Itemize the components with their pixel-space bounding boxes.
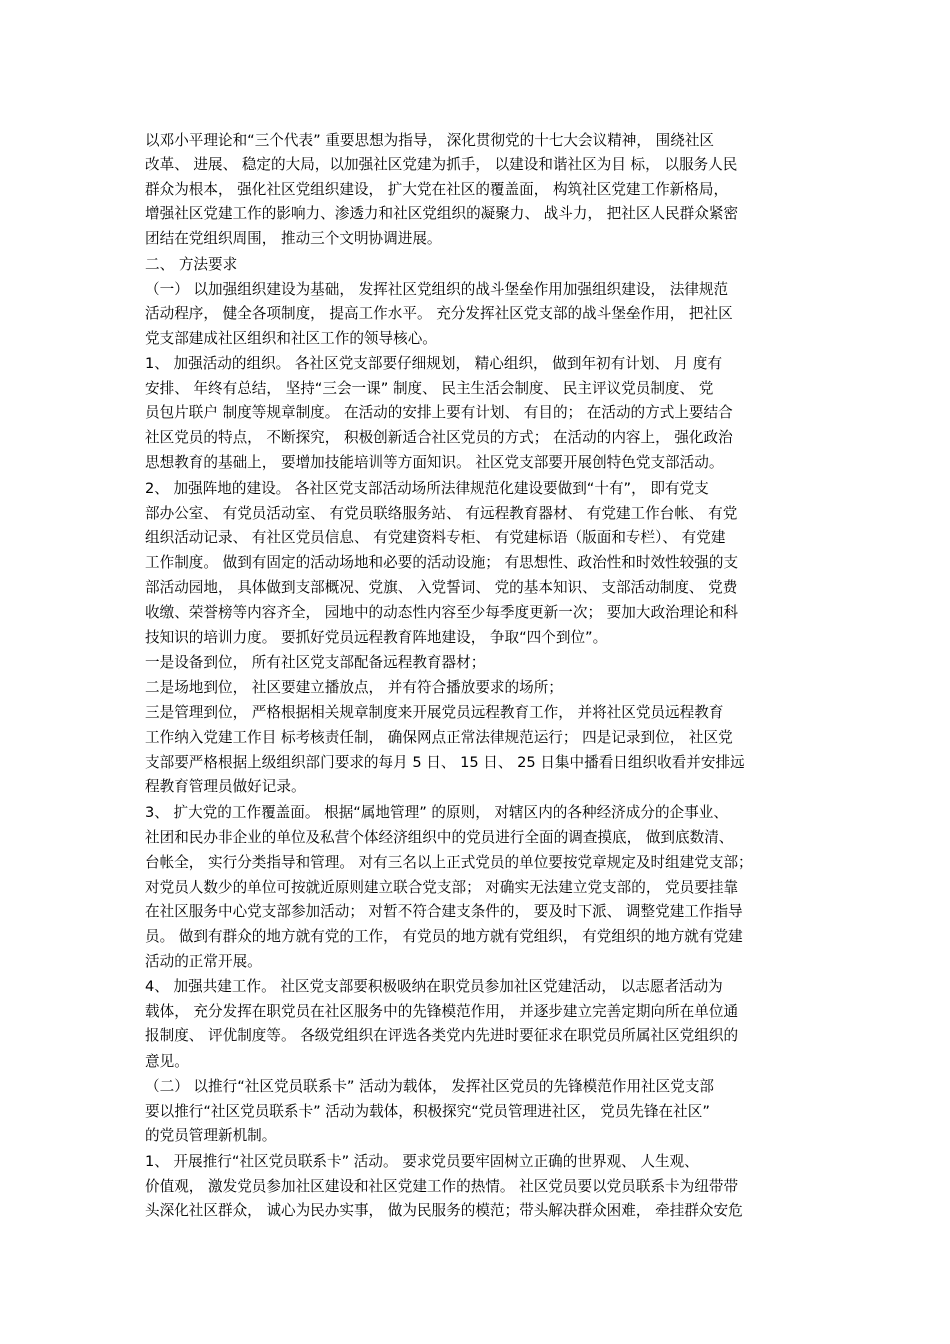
text-line: 在社区服务中心党支部参加活动； 对暂不符合建支条件的， 要及时下派、 调整党建工作指导 bbox=[145, 903, 743, 920]
text-line: 群众为根本， 强化社区党组织建设， 扩大党在社区的覆盖面， 构筑社区党建工作新格局， bbox=[145, 181, 729, 198]
text-line: 改革、 进展、 稳定的大局，以加强社区党建为抓手， 以建设和谐社区为目 标， 以服务人民 bbox=[145, 156, 738, 173]
text-line: 活动程序， 健全各项制度， 提高工作水平。 充分发挥社区党支部的战斗堡垒作用， 把社区 bbox=[145, 305, 733, 322]
text-line: 安排、 年终有总结， 坚持“三会一课” 制度、 民主生活会制度、 民主评议党员制度、 党 bbox=[145, 380, 714, 397]
text-line: 1、 开展推行“社区党员联系卡” 活动。 要求党员要牢固树立正确的世界观、 人生观、 bbox=[145, 1153, 699, 1170]
text-line: 部办公室、 有党员活动室、 有党员联络服务站、 有远程教育器材、 有党建工作台帐、 有党 bbox=[145, 505, 738, 522]
text-line: 一是设备到位， 所有社区党支部配备远程教育器材； bbox=[145, 654, 486, 671]
text-line: 要以推行“社区党员联系卡” 活动为载体，积极探究“党员管理进社区， 党员先锋在社区” bbox=[145, 1103, 710, 1120]
text-line: 工作纳入党建工作目 标考核责任制， 确保网点正常法律规范运行； 四是记录到位， 社区党 bbox=[145, 729, 733, 746]
text-line: 团结在党组织周围， 推动三个文明协调进展。 bbox=[145, 230, 442, 247]
text-line: 4、 加强共建工作。 社区党支部要积极吸纳在职党员参加社区党建活动， 以志愿者活动为 bbox=[145, 978, 723, 995]
text-line: 社区党员的特点， 不断探究， 积极创新适合社区党员的方式； 在活动的内容上， 强化政治 bbox=[145, 429, 733, 446]
text-line: （一） 以加强组织建设为基础， 发挥社区党组织的战斗堡垒作用加强组织建设， 法律规范 bbox=[145, 281, 729, 298]
text-line: 技知识的培训力度。 要抓好党员远程教育阵地建设， 争取“四个到位”。 bbox=[145, 629, 608, 646]
text-line: 部活动园地， 具体做到支部概况、党旗、 入党誓词、 党的基本知识、 支部活动制度、 党费 bbox=[145, 579, 738, 596]
text-line: 载体， 充分发挥在职党员在社区服务中的先锋模范作用， 并逐步建立完善定期向所在单位通 bbox=[145, 1003, 739, 1020]
text-line: 二、 方法要求 bbox=[145, 256, 238, 273]
text-line: 工作制度。 做到有固定的活动场地和必要的活动设施； 有思想性、政治性和时效性较强的支 bbox=[145, 554, 739, 571]
text-line: 报制度、 评优制度等。 各级党组织在评选各类党内先进时要征求在职党员所属社区党组织的 bbox=[145, 1027, 739, 1044]
text-line: 组织活动记录、 有社区党员信息、 有党建资料专柜、 有党建标语（版面和专栏）、 有党建 bbox=[145, 529, 726, 546]
text-line: 社团和民办非企业的单位及私营个体经济组织中的党员进行全面的调查摸底， 做到底数清、 bbox=[145, 829, 734, 846]
text-line: 党支部建成社区组织和社区工作的领导核心。 bbox=[145, 330, 437, 347]
text-line: 员包片联户 制度等规章制度。 在活动的安排上要有计划、 有目的； 在活动的方式上要结合 bbox=[145, 404, 733, 421]
text-line: 员。 做到有群众的地方就有党的工作， 有党员的地方就有党组织， 有党组织的地方就有党建 bbox=[145, 928, 743, 945]
text-line: 3、 扩大党的工作覆盖面。 根据“属地管理” 的原则， 对辖区内的各种经济成分的企事业、 bbox=[145, 804, 728, 821]
text-line: （二） 以推行“社区党员联系卡” 活动为载体， 发挥社区党员的先锋模范作用社区党支部 bbox=[145, 1078, 715, 1095]
text-line: 增强社区党建工作的影响力、渗透力和社区党组织的凝聚力、 战斗力， 把社区人民群众紧密 bbox=[145, 205, 739, 222]
text-line: 程教育管理员做好记录。 bbox=[145, 778, 306, 795]
text-line: 2、 加强阵地的建设。 各社区党支部活动场所法律规范化建设要做到“十有”， 即有党支 bbox=[145, 480, 709, 497]
text-line: 对党员人数少的单位可按就近原则建立联合党支部； 对确实无法建立党支部的， 党员要挂靠 bbox=[145, 879, 739, 896]
text-line: 台帐全， 实行分类指导和管理。 对有三名以上正式党员的单位要按党章规定及时组建党支部； bbox=[145, 854, 753, 871]
text-line: 二是场地到位， 社区要建立播放点， 并有符合播放要求的场所； bbox=[145, 679, 563, 696]
text-line: 头深化社区群众， 诚心为民办实事， 做为民服务的模范；带头解决群众困难， 牵挂群众安危 bbox=[145, 1202, 743, 1219]
text-line: 活动的正常开展。 bbox=[145, 953, 262, 970]
text-line: 意见。 bbox=[145, 1053, 189, 1070]
text-line: 价值观， 激发党员参加社区建设和社区党建工作的热情。 社区党员要以党员联系卡为纽带带 bbox=[145, 1178, 739, 1195]
text-line: 支部要严格根据上级组织部门要求的每月 5 日、 15 日、 25 日集中播看日组织收看并安排远 bbox=[145, 754, 745, 771]
text-line: 1、 加强活动的组织。 各社区党支部要仔细规划， 精心组织， 做到年初有计划、 月 度有 bbox=[145, 355, 723, 372]
text-line: 的党员管理新机制。 bbox=[145, 1127, 277, 1144]
text-line: 收缴、荣誉榜等内容齐全， 园地中的动态性内容至少每季度更新一次； 要加大政治理论和科 bbox=[145, 604, 739, 621]
text-line: 思想教育的基础上， 要增加技能培训等方面知识。 社区党支部要开展创特色党支部活动。 bbox=[145, 454, 724, 471]
text-line: 三是管理到位， 严格根据相关规章制度来开展党员远程教育工作， 并将社区党员远程教育 bbox=[145, 704, 724, 721]
text-line: 以邓小平理论和“三个代表” 重要思想为指导， 深化贯彻党的十七大会议精神， 围绕社区 bbox=[145, 132, 715, 149]
